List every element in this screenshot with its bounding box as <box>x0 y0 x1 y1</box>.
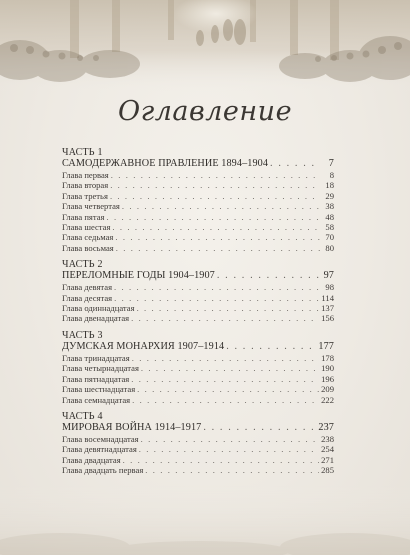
page-number: 238 <box>321 433 334 444</box>
page-number: 114 <box>321 292 334 303</box>
entry-name: Глава шестнадцатая <box>62 384 136 395</box>
part-4 <box>62 411 334 476</box>
part-heading-entry[interactable] <box>62 422 334 434</box>
chapter-entry[interactable] <box>62 434 334 444</box>
chapter-entry[interactable] <box>62 353 334 363</box>
dot-leader <box>110 180 320 190</box>
part-2 <box>62 259 334 324</box>
chapter-entry[interactable] <box>62 201 334 211</box>
part-heading-entry[interactable] <box>62 341 334 353</box>
entry-name: Глава шестая <box>62 222 111 233</box>
page-number: 48 <box>325 211 334 222</box>
dot-leader <box>123 455 319 465</box>
page-number: 58 <box>325 222 334 233</box>
dot-leader <box>137 303 320 313</box>
dot-leader <box>115 232 320 242</box>
page-number: 190 <box>321 363 334 374</box>
part-heading-entry[interactable] <box>62 158 334 170</box>
page-number: 178 <box>321 352 334 363</box>
entry-name: Глава тринадцатая <box>62 352 130 363</box>
entry-name: Глава девятнадцатая <box>62 444 137 455</box>
entry-name: Глава двадцать первая <box>62 465 144 476</box>
part-label: ЧАСТЬ 2 <box>62 259 103 271</box>
page-number: 38 <box>325 201 334 212</box>
entry-name: Глава двадцатая <box>62 454 121 465</box>
chapter-entry[interactable] <box>62 455 334 465</box>
table-of-contents <box>62 147 334 482</box>
dot-leader <box>141 434 319 444</box>
dot-leader <box>114 293 319 303</box>
chapter-entry[interactable] <box>62 303 334 313</box>
chapter-entry[interactable] <box>62 363 334 373</box>
page-number: 156 <box>321 313 334 324</box>
dot-leader <box>203 422 316 434</box>
chapter-entry[interactable] <box>62 313 334 323</box>
part-label: ЧАСТЬ 1 <box>62 147 103 158</box>
entry-name: Глава вторая <box>62 180 109 191</box>
entry-name: Глава четырнадцатая <box>62 363 139 374</box>
chapter-entry[interactable] <box>62 444 334 454</box>
part-label: ЧАСТЬ 4 <box>62 410 103 422</box>
chapter-entry[interactable] <box>62 465 334 475</box>
page-number: 70 <box>325 232 334 243</box>
entry-name: Глава третья <box>62 190 108 201</box>
page-number: 29 <box>325 190 334 201</box>
chapter-entry[interactable] <box>62 243 334 253</box>
chapter-entry[interactable] <box>62 293 334 303</box>
page-number: 237 <box>318 421 334 433</box>
dot-leader <box>145 465 319 475</box>
dot-leader <box>270 158 320 170</box>
dot-leader <box>131 374 319 384</box>
entry-name: Глава десятая <box>62 292 113 303</box>
chapter-entry[interactable] <box>62 222 334 232</box>
entry-name: Глава семнадцатая <box>62 394 131 405</box>
page-number: 254 <box>321 444 334 455</box>
dot-leader <box>116 243 320 253</box>
part-label: ЧАСТЬ 3 <box>62 329 103 341</box>
chapter-entry[interactable] <box>62 282 334 292</box>
entry-name: Глава первая <box>62 170 109 180</box>
page-number: 271 <box>321 454 334 465</box>
chapter-entry[interactable] <box>62 170 334 180</box>
entry-name: ПЕРЕЛОМНЫЕ ГОДЫ 1904–1907 <box>62 270 215 282</box>
dot-leader <box>110 191 320 201</box>
dot-leader <box>122 201 320 211</box>
dot-leader <box>217 270 320 282</box>
dot-leader <box>132 353 319 363</box>
entry-name: МИРОВАЯ ВОЙНА 1914–1917 <box>62 421 202 433</box>
entry-name: Глава пятая <box>62 211 105 222</box>
dot-leader <box>132 395 319 405</box>
entry-name: Глава восьмая <box>62 242 114 253</box>
chapter-entry[interactable] <box>62 180 334 190</box>
dot-leader <box>141 363 319 373</box>
page-number: 18 <box>325 180 334 191</box>
dot-leader <box>131 313 319 323</box>
page-title: Оглавление <box>117 96 293 127</box>
page-number: 98 <box>325 282 334 293</box>
page-number: 7 <box>328 158 334 169</box>
chapter-entry[interactable] <box>62 395 334 405</box>
entry-name: САМОДЕРЖАВНОЕ ПРАВЛЕНИЕ 1894–1904 <box>62 158 269 169</box>
dot-leader <box>111 170 320 180</box>
page-number: 80 <box>325 242 334 253</box>
dot-leader <box>139 444 319 454</box>
entry-name: Глава четвертая <box>62 201 120 212</box>
entry-name: Глава девятая <box>62 282 113 293</box>
entry-name: Глава восемнадцатая <box>62 433 139 444</box>
dot-leader <box>226 341 316 353</box>
footer-illustration <box>0 485 410 555</box>
chapter-entry[interactable] <box>62 374 334 384</box>
entry-name: ДУМСКАЯ МОНАРХИЯ 1907–1914 <box>62 340 225 352</box>
part-1 <box>62 147 334 253</box>
chapter-entry[interactable] <box>62 232 334 242</box>
chapter-entry[interactable] <box>62 384 334 394</box>
chapter-entry[interactable] <box>62 191 334 201</box>
dot-leader <box>137 384 319 394</box>
page-number: 8 <box>329 170 334 180</box>
dot-leader <box>114 282 320 292</box>
chapter-entry[interactable] <box>62 212 334 222</box>
entry-name: Глава пятнадцатая <box>62 373 130 384</box>
page-number: 196 <box>321 373 334 384</box>
page-number: 285 <box>321 465 334 476</box>
page-number: 177 <box>318 340 334 352</box>
header-illustration <box>0 0 410 92</box>
dot-leader <box>112 222 320 232</box>
part-3 <box>62 330 334 405</box>
dot-leader <box>107 212 320 222</box>
page-number: 137 <box>321 303 334 314</box>
entry-name: Глава двенадцатая <box>62 313 130 324</box>
page-number: 209 <box>321 384 334 395</box>
entry-name: Глава одиннадцатая <box>62 303 135 314</box>
entry-name: Глава седьмая <box>62 232 114 243</box>
page-number: 222 <box>321 394 334 405</box>
page-number: 97 <box>323 270 334 282</box>
part-heading-entry[interactable] <box>62 270 334 282</box>
